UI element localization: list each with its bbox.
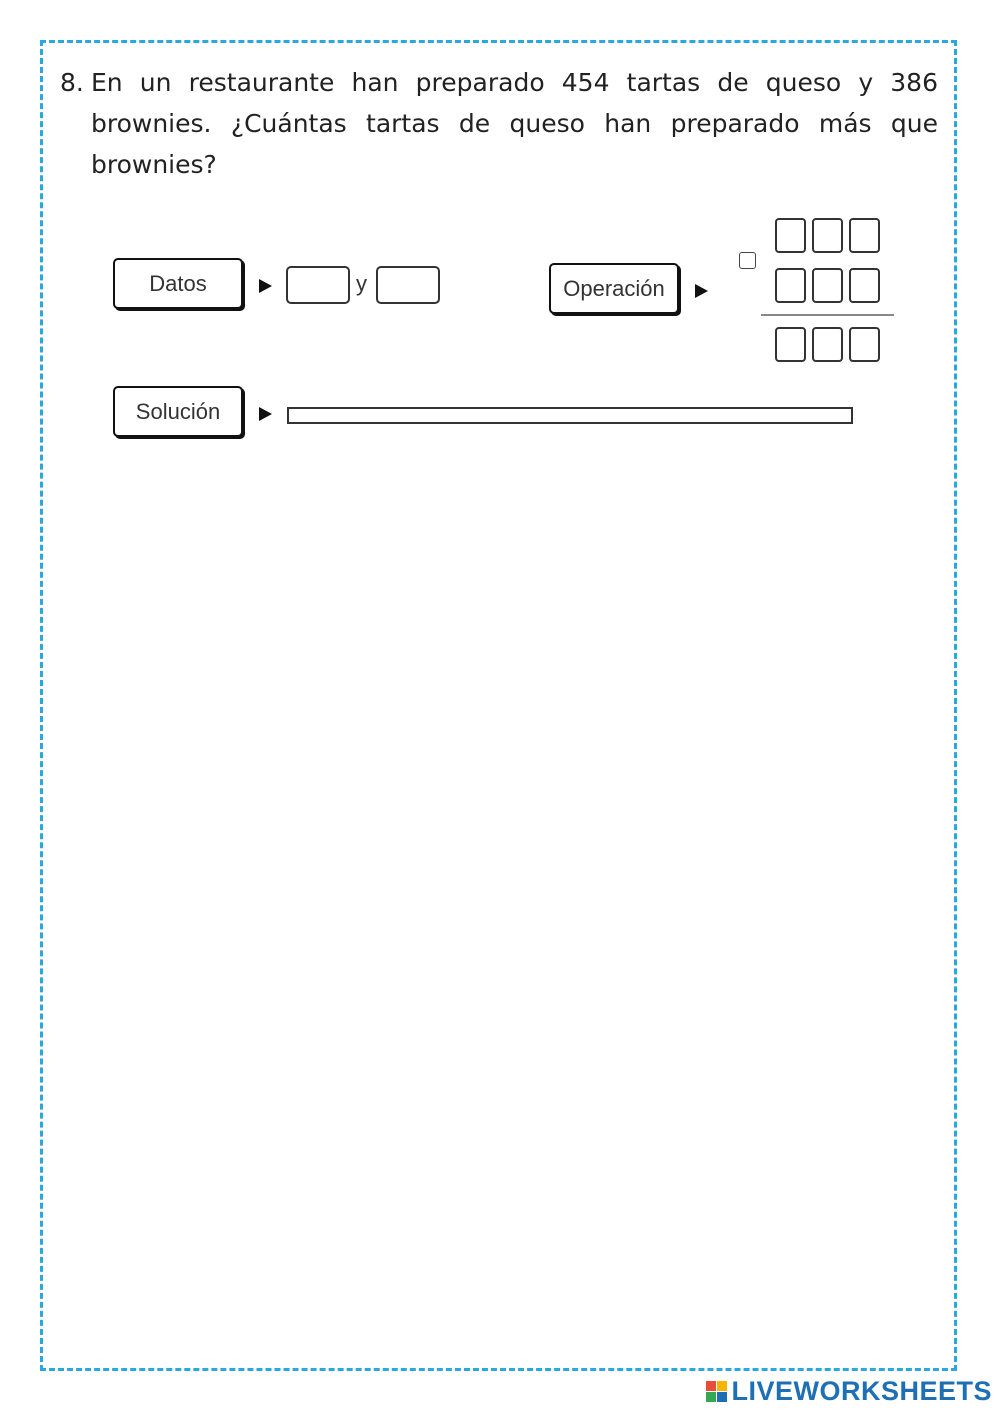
minuend-hundreds-input[interactable] [775,218,806,253]
datos-arrow-icon [259,279,272,293]
datos-label: Datos [113,258,243,309]
datos-input-second[interactable] [376,266,440,304]
datos-separator: y [356,271,367,296]
brand-text: LIVEWORKSHEETS [731,1376,992,1406]
subtrahend-tens-input[interactable] [812,268,843,303]
solucion-input[interactable] [287,407,853,424]
datos-input-first[interactable] [286,266,350,304]
liveworksheets-brand [706,1376,992,1407]
problem-statement [60,62,938,185]
result-units-input[interactable] [849,327,880,362]
problem-text: En un restaurante han preparado 454 tartas de queso y 386 brownies. ¿Cuántas tartas de queso han preparado más que brownies? [91,68,938,179]
operacion-arrow-icon [695,284,708,298]
solucion-label: Solución [113,386,243,437]
minuend-tens-input[interactable] [812,218,843,253]
subtrahend-units-input[interactable] [849,268,880,303]
minuend-units-input[interactable] [849,218,880,253]
operation-result-line [761,314,894,316]
liveworksheets-logo-icon [706,1381,727,1402]
result-tens-input[interactable] [812,327,843,362]
operation-sign-input[interactable] [739,252,756,269]
problem-number: 8. [60,68,84,97]
result-hundreds-input[interactable] [775,327,806,362]
solucion-arrow-icon [259,407,272,421]
operacion-label: Operación [549,263,679,314]
subtrahend-hundreds-input[interactable] [775,268,806,303]
